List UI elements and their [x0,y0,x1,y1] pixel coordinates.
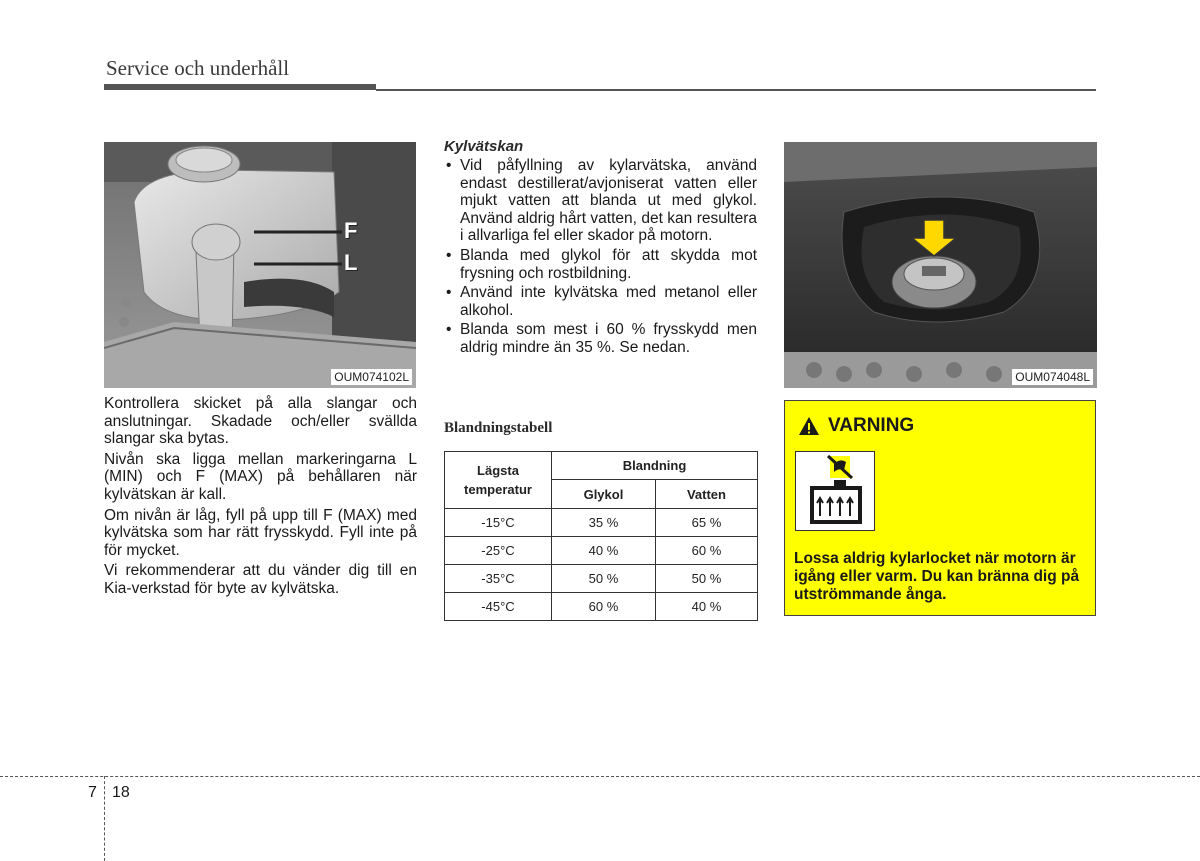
bullet-icon: • [446,321,452,339]
mix-table-heading: Blandningstabell [444,420,553,436]
footer-divider [104,776,105,861]
table-row: -25°C 40 % 60 % [445,537,758,565]
page-header-title: Service och underhåll [106,56,290,80]
paragraph: Vi rekommenderar att du vänder dig till en Kia-verkstad för byte av kylvätska. [104,562,417,597]
mix-table [444,451,758,621]
photo-code: OUM074048L [1012,369,1093,385]
coolant-reservoir-photo [104,142,416,388]
warning-title [798,415,914,437]
radiator-cap-illustration [784,142,1097,388]
paragraph: Kontrollera skicket på alla slangar och anslutningar. Skadade och/eller svällda slangar ska bytas. [104,395,417,448]
header-cell-glycol: Glykol [552,480,656,509]
paragraph: Nivån ska ligga mellan markeringarna L (MIN) och F (MAX) på behållaren när kylvätskan är kall. [104,450,417,503]
list-item: • Blanda som mest i 60 % frysskydd men aldrig mindre än 35 %. Se nedan. [446,321,757,356]
list-item: • Vid påfyllning av kylarvätska, använd endast destillerat/avjoniserat vatten eller mjukt vatten att blanda ut med glykol. Använd aldrig hårt vatten, det kan resultera i allvarliga fel eller skador på motorn. [446,157,757,245]
warning-title-text: VARNING [828,415,915,436]
photo-code: OUM074102L [331,369,412,385]
hot-radiator-no-touch-icon [796,452,874,530]
warning-text: Lossa aldrig kylarlocket när motorn är igång eller varm. Du kan bränna dig på utströmmande ånga. [794,550,1080,603]
table-row: -45°C 60 % 40 % [445,593,758,621]
section-heading: Kylvätskan [444,138,524,155]
header-rule-thin [376,89,1096,91]
table-row: -15°C 35 % 65 % [445,509,758,537]
table-row: -35°C 50 % 50 % [445,565,758,593]
max-marker-label: F [344,218,358,243]
coolant-section [444,138,757,359]
radiator-cap-photo [784,142,1097,388]
bullet-icon: • [446,157,452,174]
chapter-number: 7 [88,784,97,801]
left-text-column [104,395,417,601]
coolant-bullet-list [444,157,757,357]
page-number: 18 [112,784,130,801]
bullet-icon: • [446,246,452,264]
list-item: • Blanda med glykol för att skydda mot frysning och rostbildning. [446,246,757,282]
footer-rule [0,776,1200,777]
coolant-reservoir-illustration [104,142,416,388]
warning-triangle-icon [798,416,820,436]
header-rule-thick [104,84,376,90]
header-cell-temp: Lägsta temperatur [445,452,552,509]
bullet-icon: • [446,284,452,302]
warning-box [784,400,1096,616]
header-cell-water: Vatten [655,480,757,509]
list-item: • Använd inte kylvätska med metanol eller alkohol. [446,284,757,319]
paragraph: Om nivån är låg, fyll på upp till F (MAX) med kylvätska som har rätt frysskydd. Fyll inte på för mycket. [104,506,417,559]
min-marker-label: L [344,250,358,275]
header-cell-mix: Blandning [552,452,758,480]
hot-radiator-pictogram [795,451,875,531]
